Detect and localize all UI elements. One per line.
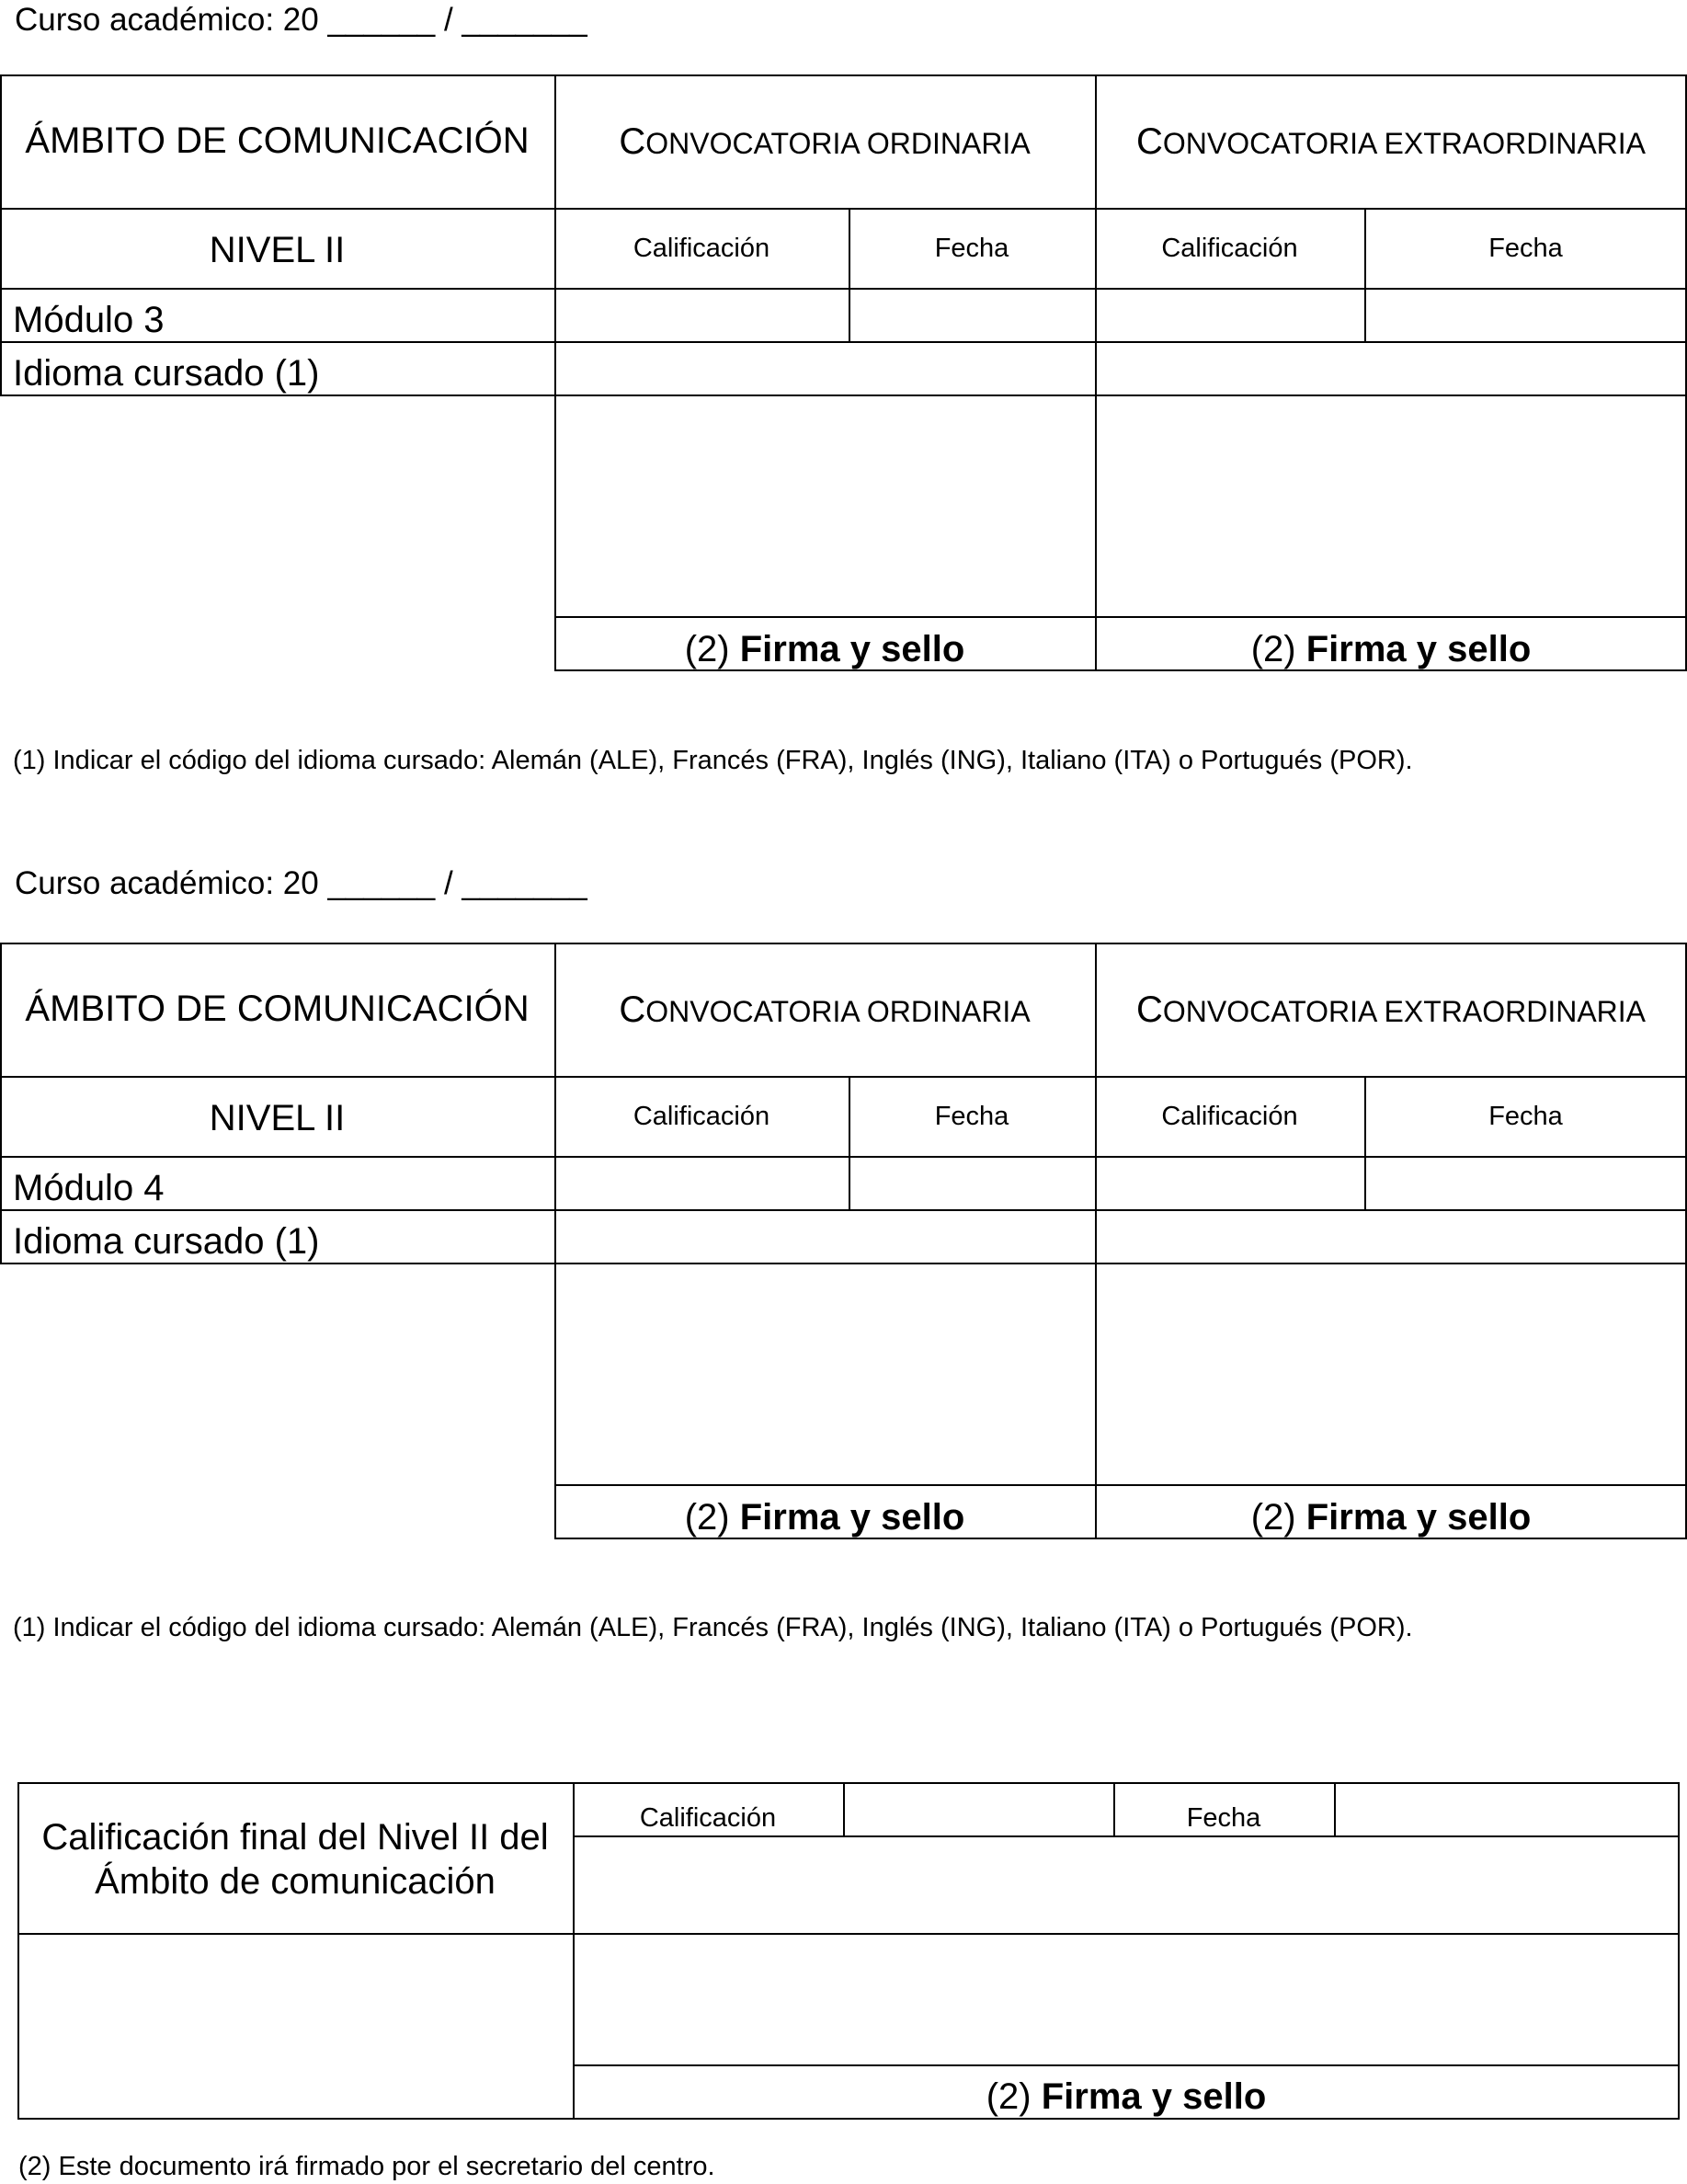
final-grade-title-line2: Ámbito de comunicación [95,1861,496,1902]
language-footnote: (1) Indicar el código del idioma cursado: Alemán (ALE), Francés (FRA), Inglés (ING), Italiano (ITA) o Portugués (POR). [13,1613,1413,1642]
ordinary-signature-label: (2) Firma y sello [684,1497,965,1538]
final-date-label: Fecha [1186,1803,1261,1833]
final-signature-label: (2) Firma y sello [986,2076,1267,2117]
extraordinary-signature-area[interactable] [1097,396,1685,616]
extraordinary-call-header: CONVOCATORIA EXTRAORDINARIA [1135,121,1646,162]
extraordinary-call-header: CONVOCATORIA EXTRAORDINARIA [1135,989,1646,1030]
ordinary-language-field[interactable] [556,343,1095,394]
extraordinary-grade-header: Calificación [1161,1102,1298,1131]
module-label: Módulo 3 [13,300,165,340]
ordinary-language-field[interactable] [556,1211,1095,1263]
extraordinary-signature-label: (2) Firma y sello [1250,629,1532,669]
extraordinary-grade-field[interactable] [1097,1158,1364,1209]
language-row-label: Idioma cursado (1) [13,353,320,394]
signature-footnote: (2) Este documento irá firmado por el secretario del centro. [18,2152,715,2181]
ordinary-call-header: CONVOCATORIA ORDINARIA [619,121,1031,162]
language-footnote: (1) Indicar el código del idioma cursado: Alemán (ALE), Francés (FRA), Inglés (ING), Italiano (ITA) o Portugués (POR). [13,746,1413,775]
final-grade-label: Calificación [639,1803,777,1833]
ordinary-grade-field[interactable] [556,290,849,341]
ordinary-signature-area[interactable] [556,396,1095,616]
module-label: Módulo 4 [13,1168,165,1208]
ordinary-date-field[interactable] [850,290,1095,341]
ordinary-signature-label: (2) Firma y sello [684,629,965,669]
ordinary-grade-field[interactable] [556,1158,849,1209]
ordinary-date-header: Fecha [934,1102,1009,1131]
language-row-label: Idioma cursado (1) [13,1221,320,1262]
final-grade-title-line1: Calificación final del Nivel II del [41,1817,549,1858]
final-signature-area[interactable] [575,1935,1678,2064]
course-year-label: Curso académico: 20 ______ / _______ [15,865,587,901]
extraordinary-grade-field[interactable] [1097,290,1364,341]
extraordinary-date-field[interactable] [1366,1158,1685,1209]
extraordinary-signature-label: (2) Firma y sello [1250,1497,1532,1538]
extraordinary-date-header: Fecha [1488,1102,1563,1131]
level-label: NIVEL II [209,230,346,270]
course-year-label: Curso académico: 20 ______ / _______ [15,2,587,38]
final-grade-field[interactable] [845,1784,1113,1835]
extraordinary-language-field[interactable] [1097,1211,1685,1263]
final-date-field[interactable] [1336,1784,1678,1835]
extraordinary-signature-area[interactable] [1097,1264,1685,1484]
extraordinary-date-header: Fecha [1488,234,1563,263]
ordinary-date-header: Fecha [934,234,1009,263]
extraordinary-date-field[interactable] [1366,290,1685,341]
extraordinary-grade-header: Calificación [1161,234,1298,263]
ordinary-call-header: CONVOCATORIA ORDINARIA [619,989,1031,1030]
area-title: ÁMBITO DE COMUNICACIÓN [25,120,530,161]
ordinary-signature-area[interactable] [556,1264,1095,1484]
extraordinary-language-field[interactable] [1097,343,1685,394]
level-label: NIVEL II [209,1098,346,1138]
ordinary-grade-header: Calificación [633,1102,770,1131]
area-title: ÁMBITO DE COMUNICACIÓN [25,989,530,1029]
ordinary-date-field[interactable] [850,1158,1095,1209]
ordinary-grade-header: Calificación [633,234,770,263]
